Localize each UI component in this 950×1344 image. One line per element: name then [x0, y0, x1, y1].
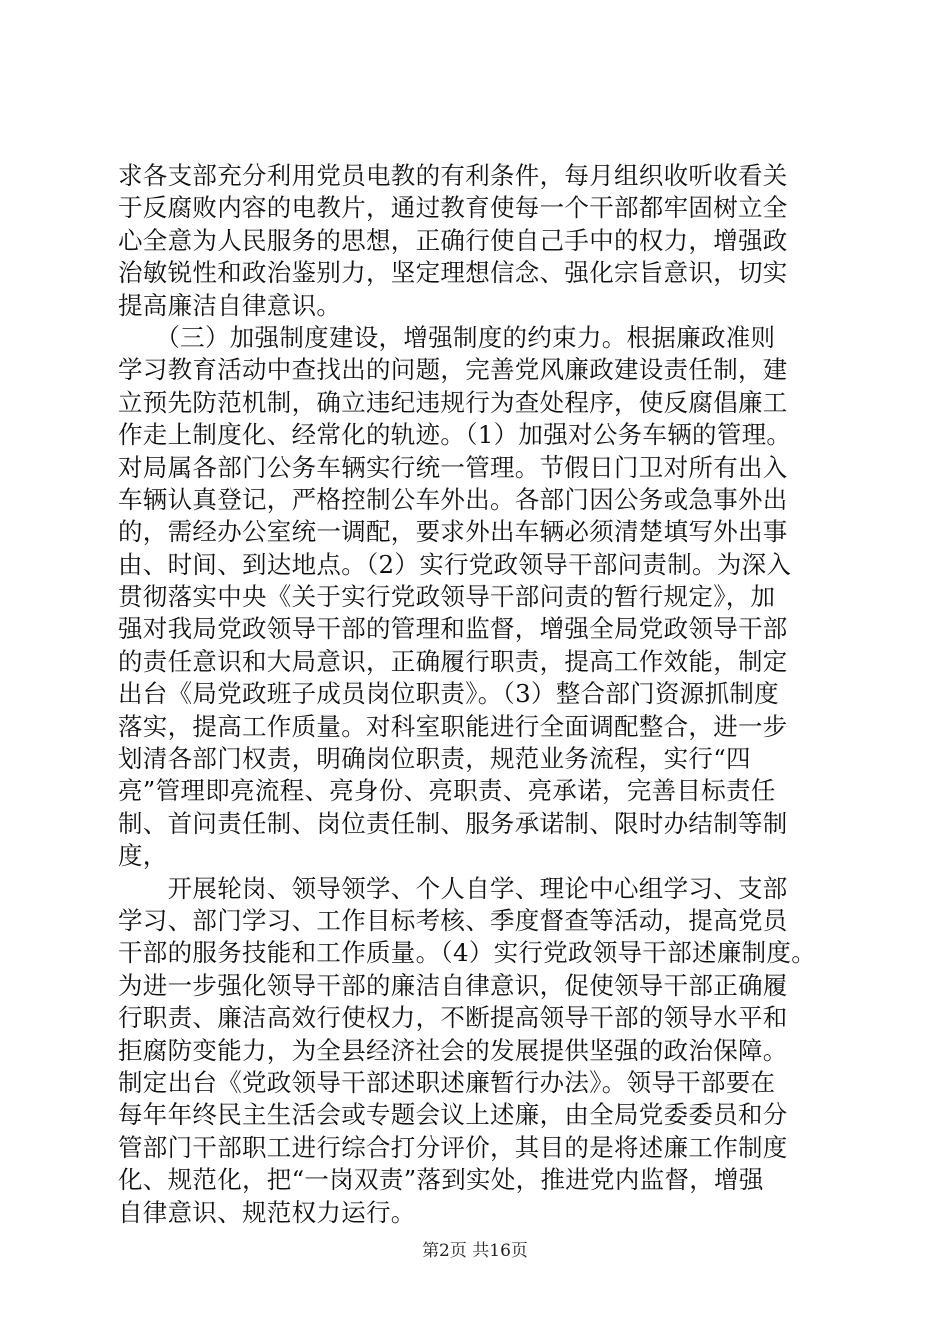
text-line: 作走上制度化、经常化的轨迹。（1）加强对公务车辆的管理。 — [118, 420, 792, 450]
text-line: （三）加强制度建设，增强制度的约束力。根据廉政准则 — [118, 322, 776, 352]
text-line: 自律意识、规范权力运行。 — [118, 1197, 416, 1227]
document-body — [118, 160, 838, 1229]
text-line: 强对我局党政领导干部的管理和监督，增强全局党政领导干部 — [118, 614, 788, 644]
text-line: 提高廉洁自律意识。 — [118, 290, 342, 320]
text-line: 治敏锐性和政治鉴别力，坚定理想信念、强化宗旨意识，切实 — [118, 258, 788, 288]
text-line: 立预先防范机制，确立违纪违规行为查处程序，使反腐倡廉工 — [118, 387, 788, 417]
text-line: 管部门干部职工进行综合打分评价，其目的是将述廉工作制度 — [118, 1132, 788, 1162]
text-line: 落实，提高工作质量。对科室职能进行全面调配整合，进一步 — [118, 711, 788, 741]
text-line: 每年年终民主生活会或专题会议上述廉，由全局党委委员和分 — [118, 1100, 788, 1130]
text-line: 的责任意识和大局意识，正确履行职责，提高工作效能，制定 — [118, 646, 788, 676]
text-line: 亮”管理即亮流程、亮身份、亮职责、亮承诺，完善目标责任 — [118, 776, 776, 806]
page-footer — [0, 1240, 950, 1262]
text-line: 车辆认真登记，严格控制公车外出。各部门因公务或急事外出 — [118, 484, 788, 514]
text-line: 干部的服务技能和工作质量。（4）实行党政领导干部述廉制度。 — [118, 938, 817, 968]
text-line: 制定出台《党政领导干部述职述廉暂行办法》。领导干部要在 — [118, 1067, 776, 1097]
text-line: 贯彻落实中央《关于实行党政领导干部问责的暂行规定》，加 — [118, 582, 776, 612]
text-line: 求各支部充分利用党员电教的有利条件，每月组织收听收看关 — [118, 161, 788, 190]
page-number-label: 第2页 共16页 — [422, 1241, 528, 1261]
text-line: 学习教育活动中查找出的问题，完善党风廉政建设责任制，建 — [118, 355, 788, 385]
text-line: 行职责、廉洁高效行使权力，不断提高领导干部的领导水平和 — [118, 1003, 788, 1033]
text-line: 学习、部门学习、工作目标考核、季度督查等活动，提高党员 — [118, 905, 788, 935]
text-line: 划清各部门权责，明确岗位职责，规范业务流程，实行“四 — [118, 744, 751, 774]
text-line: 出台《局党政班子成员岗位职责》。（3）整合部门资源抓制度 — [118, 679, 779, 709]
text-line: 度， — [118, 841, 168, 871]
text-line: 心全意为人民服务的思想，正确行使自己手中的权力，增强政 — [118, 225, 788, 255]
text-line: 对局属各部门公务车辆实行统一管理。节假日门卫对所有出入 — [118, 452, 788, 482]
text-line: 由、时间、到达地点。（2）实行党政领导干部问责制。为深入 — [118, 549, 792, 579]
text-line: 于反腐败内容的电教片，通过教育使每一个干部都牢固树立全 — [118, 193, 788, 223]
text-line: 为进一步强化领导干部的廉洁自律意识，促使领导干部正确履 — [118, 970, 788, 1000]
text-line: 的，需经办公室统一调配，要求外出车辆必须清楚填写外出事 — [118, 517, 788, 547]
text-line: 化、规范化，把“一岗双责”落到实处，推进党内监督，增强 — [118, 1165, 764, 1195]
text-line: 开展轮岗、领导领学、个人自学、理论中心组学习、支部 — [118, 873, 788, 903]
text-line: 制、首问责任制、岗位责任制、服务承诺制、限时办结制等制 — [118, 808, 788, 838]
text-line: 拒腐防变能力，为全县经济社会的发展提供坚强的政治保障。 — [118, 1035, 788, 1065]
